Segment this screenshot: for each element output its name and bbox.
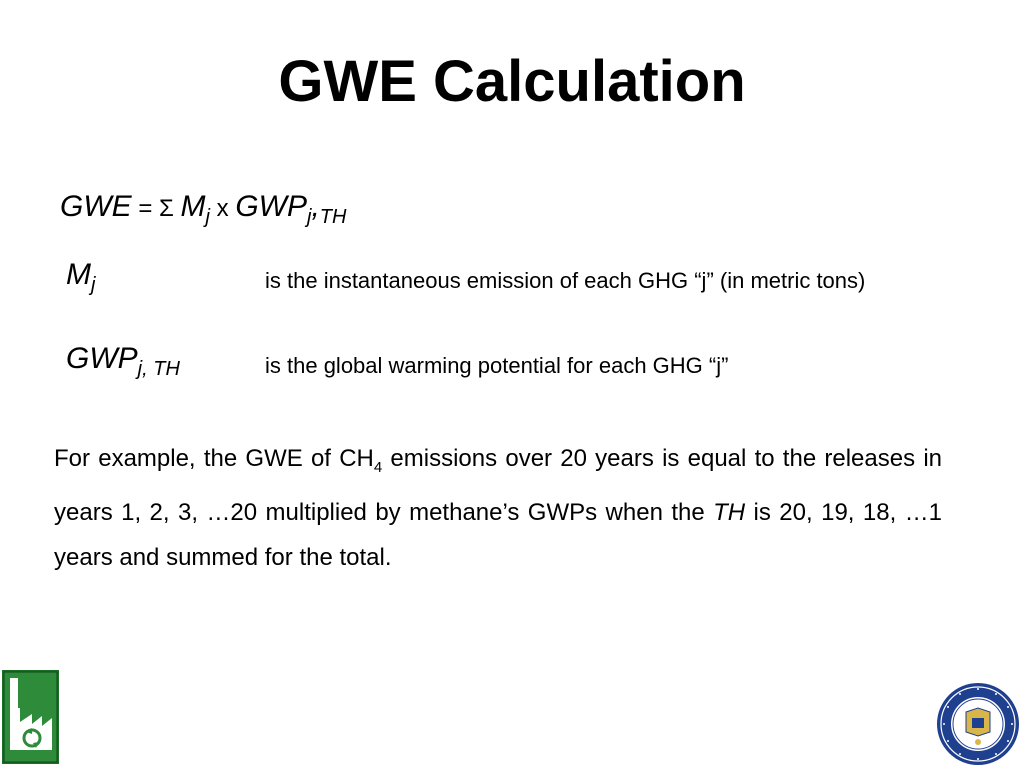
university-seal-icon [936, 682, 1020, 766]
formula-gwp-subscript-j: j [307, 206, 312, 228]
gwe-formula [60, 190, 346, 229]
formula-gwp-subscript-th: TH [319, 206, 347, 228]
definition-gwp-text: is the global warming potential for each GHG “j” [265, 353, 729, 378]
formula-m: M [180, 190, 206, 223]
formula-comma: , [311, 190, 320, 223]
ch4-subscript: 4 [373, 458, 383, 476]
example-paragraph [54, 436, 942, 580]
definition-m-symbol [66, 258, 95, 297]
formula-m-subscript: j [205, 206, 210, 228]
definition-symbol: M [66, 258, 91, 291]
formula-equals-sigma: = Σ [131, 195, 181, 222]
formula-gwp: GWP [235, 190, 307, 223]
para-text-2: emissions over 20 years is equal to the releases in years 1, 2, 3, …20 multiplied by methane’s GWPs when the [54, 445, 943, 526]
factory-recycle-logo-icon [2, 670, 59, 764]
para-text-1: For example, the GWE of CH [54, 445, 374, 472]
formula-times: x [209, 195, 236, 222]
definition-gwp-symbol [66, 342, 180, 381]
definition-symbol: GWP [66, 342, 138, 375]
para-th: TH [713, 498, 746, 526]
definition-m-text: is the instantaneous emission of each GHG “j” (in metric tons) [265, 268, 866, 293]
para-text-3: is 20, 19, 18, …1 years and summed for the total. [54, 498, 943, 571]
formula-gwe: GWE [60, 190, 132, 223]
slide-title: GWE Calculation [278, 49, 746, 114]
definition-subscript: j, TH [137, 358, 180, 380]
definition-subscript: j [91, 274, 96, 296]
